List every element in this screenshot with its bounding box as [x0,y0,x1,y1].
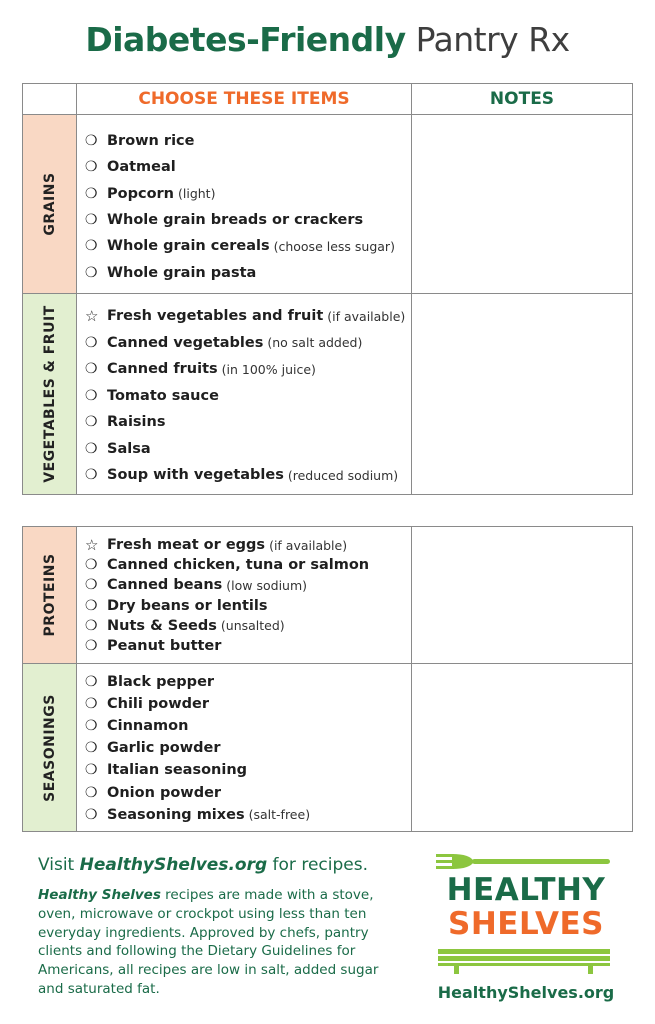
list-item[interactable] [85,383,411,410]
section-seasonings [23,664,633,832]
item-name: Salsa [107,440,151,457]
category-label-grains: GRAINS [41,172,58,236]
list-item[interactable] [85,596,411,616]
list-item[interactable] [85,259,411,285]
checkbox-circle-icon[interactable] [85,807,107,823]
logo-line-shelves: SHELVES [448,906,604,942]
title-light: Pantry Rx [415,20,570,59]
checkbox-circle-icon[interactable] [85,674,107,690]
item-name: Raisins [107,414,166,431]
checkbox-circle-icon[interactable] [85,762,107,778]
checkbox-circle-icon[interactable] [85,361,107,377]
list-item[interactable] [85,804,411,826]
checkbox-circle-icon[interactable] [85,740,107,756]
checkbox-circle-icon[interactable] [85,414,107,430]
items-cell-vegetables-fruit [77,294,412,495]
items-cell-seasonings [77,664,412,832]
item-name: Peanut butter [107,638,222,655]
checkbox-circle-icon[interactable] [85,718,107,734]
list-item[interactable] [85,181,411,207]
list-item[interactable] [85,781,411,803]
item-list-grains [85,128,411,286]
category-cell-grains [23,115,77,294]
item-name: Whole grain cereals [107,238,270,255]
list-item[interactable] [85,575,411,595]
item-list-vegetables-fruit [85,303,411,489]
star-icon[interactable] [85,536,107,554]
checkbox-circle-icon[interactable] [85,441,107,457]
checkbox-circle-icon[interactable] [85,598,107,614]
items-cell-proteins [77,527,412,664]
category-label-vegetables-fruit: VEGETABLES & FRUIT [41,305,58,483]
item-name: Tomato sauce [107,387,219,404]
header-spacer [23,84,77,115]
item-note: (salt-free) [248,807,311,823]
item-name: Canned beans [107,577,223,594]
item-name: Seasoning mixes [107,806,245,823]
item-list-seasonings [85,671,411,826]
notes-cell-seasonings[interactable] [412,664,633,832]
list-item[interactable] [85,535,411,555]
visit-suffix: for recipes. [272,855,368,875]
checkbox-circle-icon[interactable] [85,557,107,573]
item-name: Whole grain breads or crackers [107,212,364,229]
title-bold: Diabetes-Friendly [85,20,406,59]
list-item[interactable] [85,330,411,357]
item-name: Chili powder [107,696,210,713]
item-note: (light) [178,186,216,202]
item-note: (choose less sugar) [273,238,395,254]
blurb-text: recipes are made with a stove, oven, microwave or crockpot using less than ten everyday ingredients. Approved by chefs, pantry clients and following the Dietary Guidelines for Americans, all recipes are low in salt, added sugar and saturated fat. [38,887,379,997]
list-item[interactable] [85,715,411,737]
list-item[interactable] [85,128,411,154]
checkbox-circle-icon[interactable] [85,335,107,351]
list-item[interactable] [85,636,411,656]
item-name: Dry beans or lentils [107,597,268,614]
checkbox-circle-icon[interactable] [85,238,107,254]
checkbox-circle-icon[interactable] [85,159,107,175]
item-name: Garlic powder [107,740,221,757]
item-name: Brown rice [107,133,195,150]
checkbox-circle-icon[interactable] [85,467,107,483]
item-name: Oatmeal [107,159,176,176]
star-icon[interactable] [85,307,107,325]
item-name: Canned chicken, tuna or salmon [107,557,370,574]
item-name: Nuts & Seeds [107,617,217,634]
item-name: Fresh meat or eggs [107,537,266,554]
item-name: Canned fruits [107,361,218,378]
visit-site-link[interactable]: HealthyShelves.org [79,855,268,875]
item-note: (in 100% juice) [221,361,316,377]
list-item[interactable] [85,671,411,693]
list-item[interactable] [85,233,411,259]
table-header-row [23,84,633,115]
list-item[interactable] [85,207,411,233]
item-name: Popcorn [107,185,174,202]
category-label-proteins: PROTEINS [41,553,58,637]
list-item[interactable] [85,737,411,759]
section-vegetables-fruit [23,294,633,495]
item-note: (no salt added) [267,335,363,351]
list-item[interactable] [85,409,411,436]
item-note: (low sodium) [226,577,308,593]
checkbox-circle-icon[interactable] [85,265,107,281]
item-name: Whole grain pasta [107,264,257,281]
list-item[interactable] [85,154,411,180]
category-label-seasonings: SEASONINGS [41,693,58,802]
page-title [0,20,655,60]
item-note: (if available) [269,537,348,553]
notes-cell-proteins[interactable] [412,527,633,664]
list-item[interactable] [85,436,411,463]
notes-cell-vegetables-fruit[interactable] [412,294,633,495]
checkbox-circle-icon[interactable] [85,638,107,654]
list-item[interactable] [85,356,411,383]
item-name: Fresh vegetables and fruit [107,308,324,325]
checkbox-circle-icon[interactable] [85,577,107,593]
logo-line-healthy: HEALTHY [446,872,606,908]
healthy-shelves-logo [436,852,616,1002]
category-cell-seasonings [23,664,77,832]
item-name: Black pepper [107,674,215,691]
visit-prefix: Visit [38,855,75,875]
checkbox-circle-icon[interactable] [85,212,107,228]
items-cell-grains [77,115,412,294]
list-item[interactable] [85,616,411,636]
header-notes: NOTES [412,84,633,115]
list-item[interactable] [85,693,411,715]
item-note: (if available) [327,308,406,324]
recipe-blurb [38,886,408,999]
list-item[interactable] [85,555,411,575]
section-proteins [23,527,633,664]
item-list-proteins [85,535,411,656]
pantry-table-bottom [22,526,633,832]
item-name: Italian seasoning [107,762,248,779]
item-note: (unsalted) [220,618,285,634]
notes-cell-grains[interactable] [412,115,633,294]
visit-line [38,855,368,875]
checkbox-circle-icon[interactable] [85,785,107,801]
checkbox-circle-icon[interactable] [85,186,107,202]
list-item[interactable] [85,759,411,781]
checkbox-circle-icon[interactable] [85,133,107,149]
list-item[interactable] [85,462,411,489]
item-note: (reduced sodium) [287,467,399,483]
checkbox-circle-icon[interactable] [85,618,107,634]
logo-site-link[interactable]: HealthyShelves.org [437,983,615,1002]
item-name: Soup with vegetables [107,467,284,484]
list-item[interactable] [85,303,411,330]
item-name: Onion powder [107,784,222,801]
blurb-brand: Healthy Shelves [38,887,161,903]
section-grains [23,115,633,294]
item-name: Canned vegetables [107,334,264,351]
checkbox-circle-icon[interactable] [85,696,107,712]
item-name: Cinnamon [107,718,189,735]
checkbox-circle-icon[interactable] [85,388,107,404]
pantry-table-top [22,83,633,495]
header-choose-items: CHOOSE THESE ITEMS [77,84,412,115]
category-cell-vegetables-fruit [23,294,77,495]
category-cell-proteins [23,527,77,664]
